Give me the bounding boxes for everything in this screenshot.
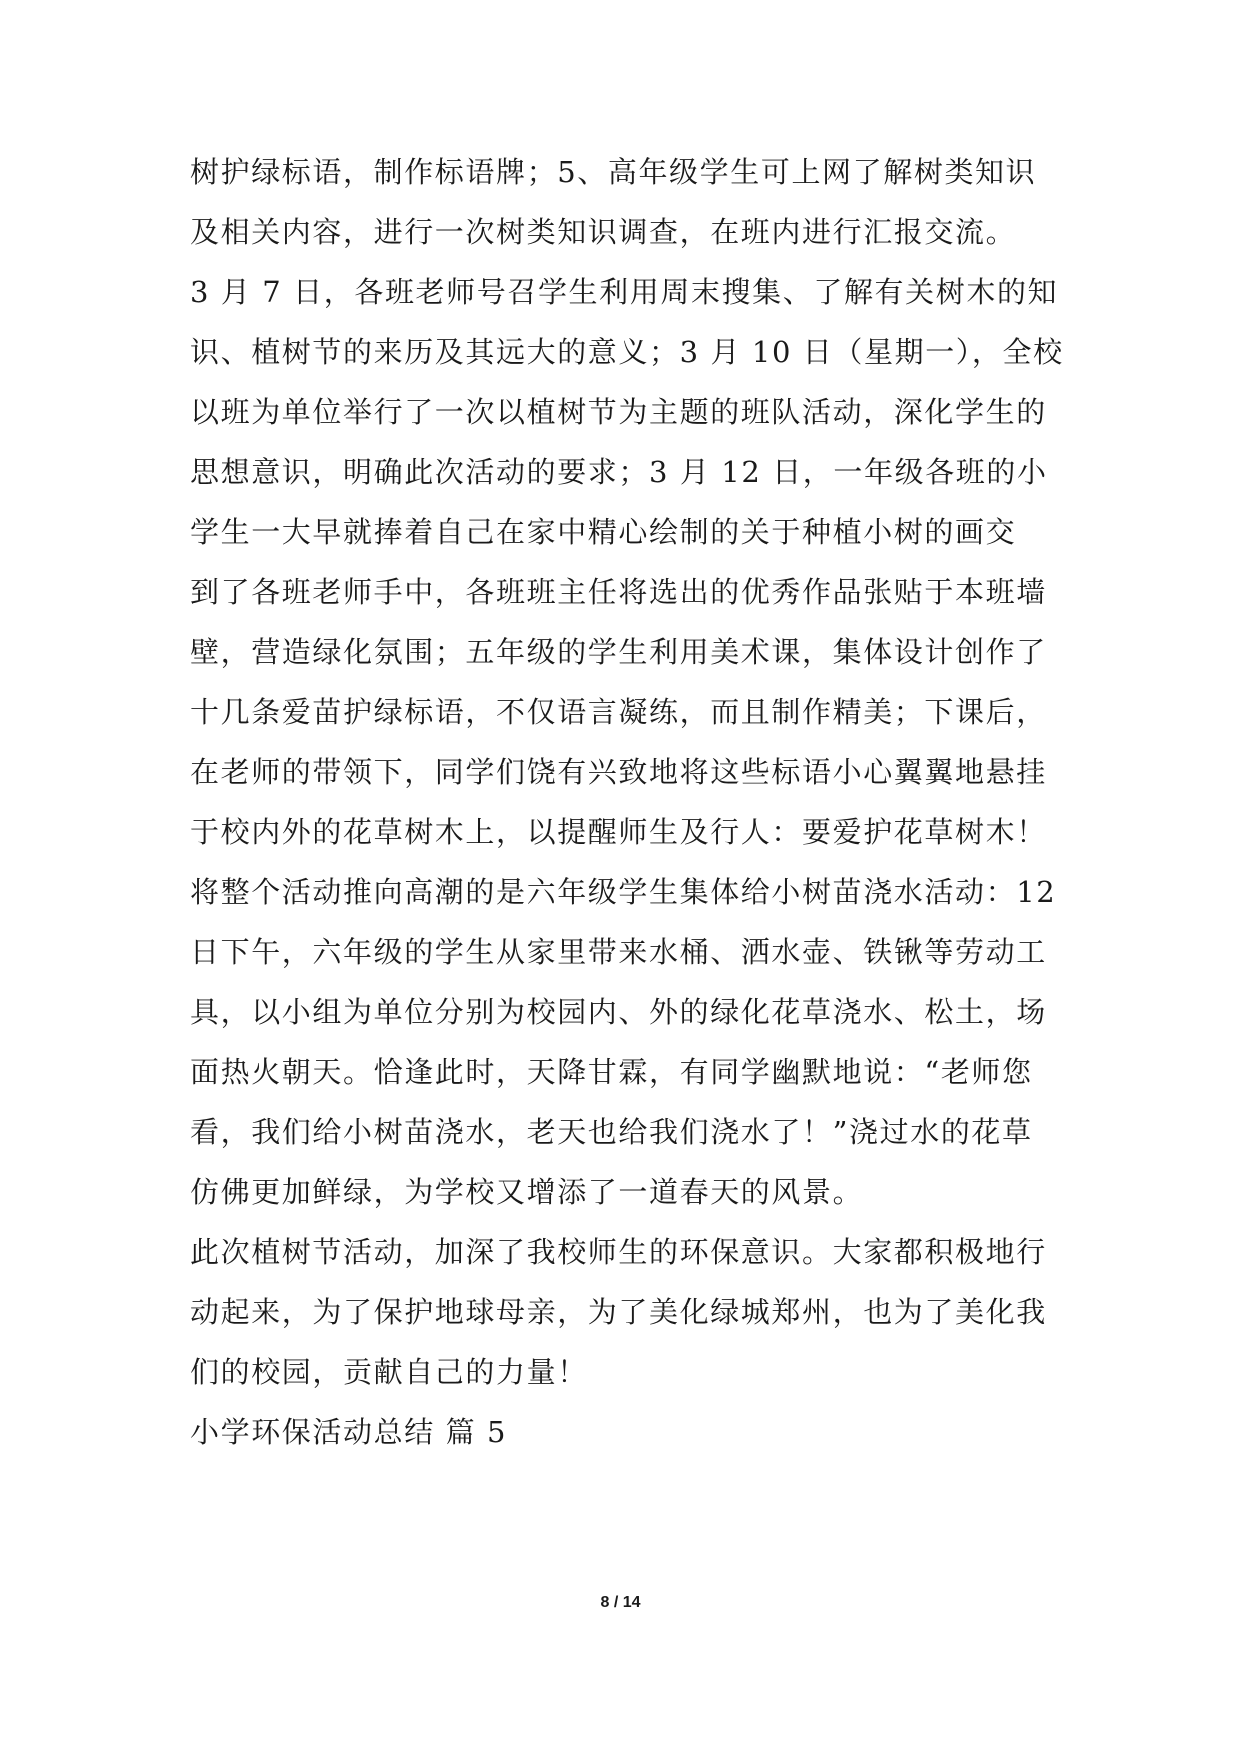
body-text-line: 日下午，六年级的学生从家里带来水桶、洒水壶、铁锹等劳动工 bbox=[190, 935, 1047, 969]
body-text-line: 树护绿标语，制作标语牌；5、高年级学生可上网了解树类知识 bbox=[190, 155, 1037, 189]
body-text-line: 们的校园，贡献自己的力量！ bbox=[190, 1355, 588, 1389]
body-text-line: 在老师的带领下，同学们饶有兴致地将这些标语小心翼翼地悬挂 bbox=[190, 755, 1047, 789]
body-text-line: 于校内外的花草树木上，以提醒师生及行人：要爱护花草树木！ bbox=[190, 815, 1047, 849]
body-text-line: 识、植树节的来历及其远大的意义；3 月 10 日（星期一），全校 bbox=[190, 335, 1064, 369]
body-text-line: 此次植树节活动，加深了我校师生的环保意识。大家都积极地行 bbox=[190, 1235, 1047, 1269]
body-text-line: 看，我们给小树苗浇水，老天也给我们浇水了！”浇过水的花草 bbox=[190, 1115, 1033, 1149]
body-text-line: 动起来，为了保护地球母亲，为了美化绿城郑州，也为了美化我 bbox=[190, 1295, 1047, 1329]
body-text-line: 到了各班老师手中，各班班主任将选出的优秀作品张贴于本班墙 bbox=[190, 575, 1047, 609]
body-text-line: 具，以小组为单位分别为校园内、外的绿化花草浇水、松土，场 bbox=[190, 995, 1047, 1029]
body-text-line: 壁，营造绿化氛围；五年级的学生利用美术课，集体设计创作了 bbox=[190, 635, 1047, 669]
body-text-line: 3 月 7 日，各班老师号召学生利用周末搜集、了解有关树木的知 bbox=[190, 275, 1059, 309]
body-text-line: 及相关内容，进行一次树类知识调查，在班内进行汇报交流。 bbox=[190, 215, 1017, 249]
body-text-line: 面热火朝天。恰逢此时，天降甘霖，有同学幽默地说：“老师您 bbox=[190, 1055, 1033, 1089]
body-text-line: 仿佛更加鲜绿，为学校又增添了一道春天的风景。 bbox=[190, 1175, 864, 1209]
body-text-line: 以班为单位举行了一次以植树节为主题的班队活动，深化学生的 bbox=[190, 395, 1047, 429]
body-text-line: 学生一大早就捧着自己在家中精心绘制的关于种植小树的画交 bbox=[190, 515, 1017, 549]
body-text-line: 将整个活动推向高潮的是六年级学生集体给小树苗浇水活动：12 bbox=[190, 875, 1057, 909]
section-heading: 小学环保活动总结 篇 5 bbox=[190, 1415, 508, 1449]
body-text-line: 十几条爱苗护绿标语，不仅语言凝练，而且制作精美；下课后， bbox=[190, 695, 1047, 729]
page-number: 8 / 14 bbox=[600, 1594, 641, 1611]
body-text-line: 思想意识，明确此次活动的要求；3 月 12 日，一年级各班的小 bbox=[190, 455, 1048, 489]
